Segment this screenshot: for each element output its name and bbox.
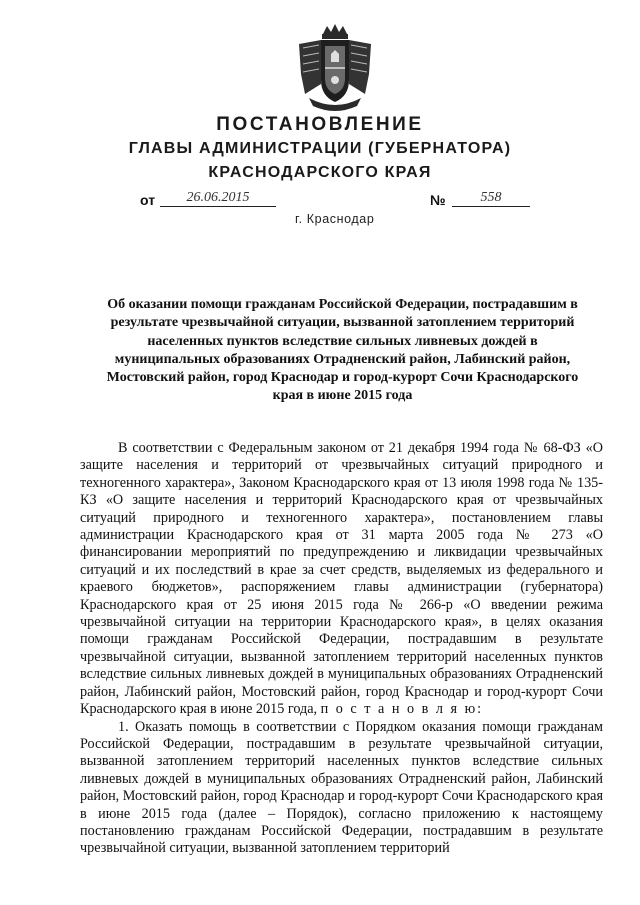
preamble-text: В соответствии с Федеральным законом от 21 декабря 1994 года № 68-ФЗ «О защите населения и территорий от чрезвычайных ситуаций природного и техногенного характера», Законом Краснодарского края от 13 июля 1998 года № 135-КЗ «О защите населения и территорий Краснодарского края от чрезвычайных ситуаций природного и техногенного характера», постановлением главы администрации Краснодарского края от 31 марта 2005 года № 273 «О финансировании мероприятий по предупреждению и ликвидации чрезвычайных ситуаций и их последствий в крае за счет средств, выделяемых из федерального и краевого бюджетов», распоряжением главы администрации (губернатора) Краснодарского края от 25 июня 2015 года № 266-р «О введении режима чрезвычайной ситуации на территории Краснодарского края», в целях оказания помощи гражданам Российской Федерации, пострадавшим в результате чрезвычайной ситуации, вызванной затоплением территорий населенных пунктов вследствие сильных ливневых дождей в муниципальных образованиях Отрадненский район, Лабинский район, Мостовский район, город Краснодар и город-курорт Сочи Краснодарского края в июне 2015 года, [80,440,603,718]
document-body [80,440,603,858]
paragraph-preamble [80,440,603,719]
date-value: 26.06.2015 [160,190,276,207]
paragraph-item-1: 1. Оказать помощь в соответствии с Порядком оказания помощи гражданам Российской Федерации, пострадавшим в результате чрезвычайной ситуации, вызванной затоплением территорий населенных пунктов вследствие сильных ливневых дождей в муниципальных образованиях Отрадненский район, Лабинский район, Мостовский район, город Краснодар и город-курорт Сочи Краснодарского края в июне 2015 года (далее – Порядок), согласно приложению к настоящему постановлению гражданам Российской Федерации, пострадавшим в результате чрезвычайной ситуации, вызванной затоплением территорий [80,718,603,857]
number-label: № [430,192,446,208]
authority-heading-line2: КРАСНОДАРСКОГО КРАЯ [208,164,432,181]
coat-of-arms-emblem [295,24,375,112]
date-label: от [140,192,156,208]
city-label: г. Краснодар [295,212,375,226]
document-type-heading: ПОСТАНОВЛЕНИЕ [216,114,424,135]
decree-word: п о с т а н о в л я ю: [320,701,484,718]
document-title: Об оказании помощи гражданам Российской Федерации, пострадавшим в результате чрезвычайной ситуации, вызванной затоплением территорий населенных пунктов вследствие сильных ливневых дождей в муниципальных образованиях Отрадненский район, Лабинский район, Мостовский район, город Краснодар и город-курорт Сочи Краснодарского края в июне 2015 года [106,297,579,404]
authority-heading-line1: ГЛАВЫ АДМИНИСТРАЦИИ (ГУБЕРНАТОРА) [128,140,512,157]
number-value: 558 [452,190,530,207]
